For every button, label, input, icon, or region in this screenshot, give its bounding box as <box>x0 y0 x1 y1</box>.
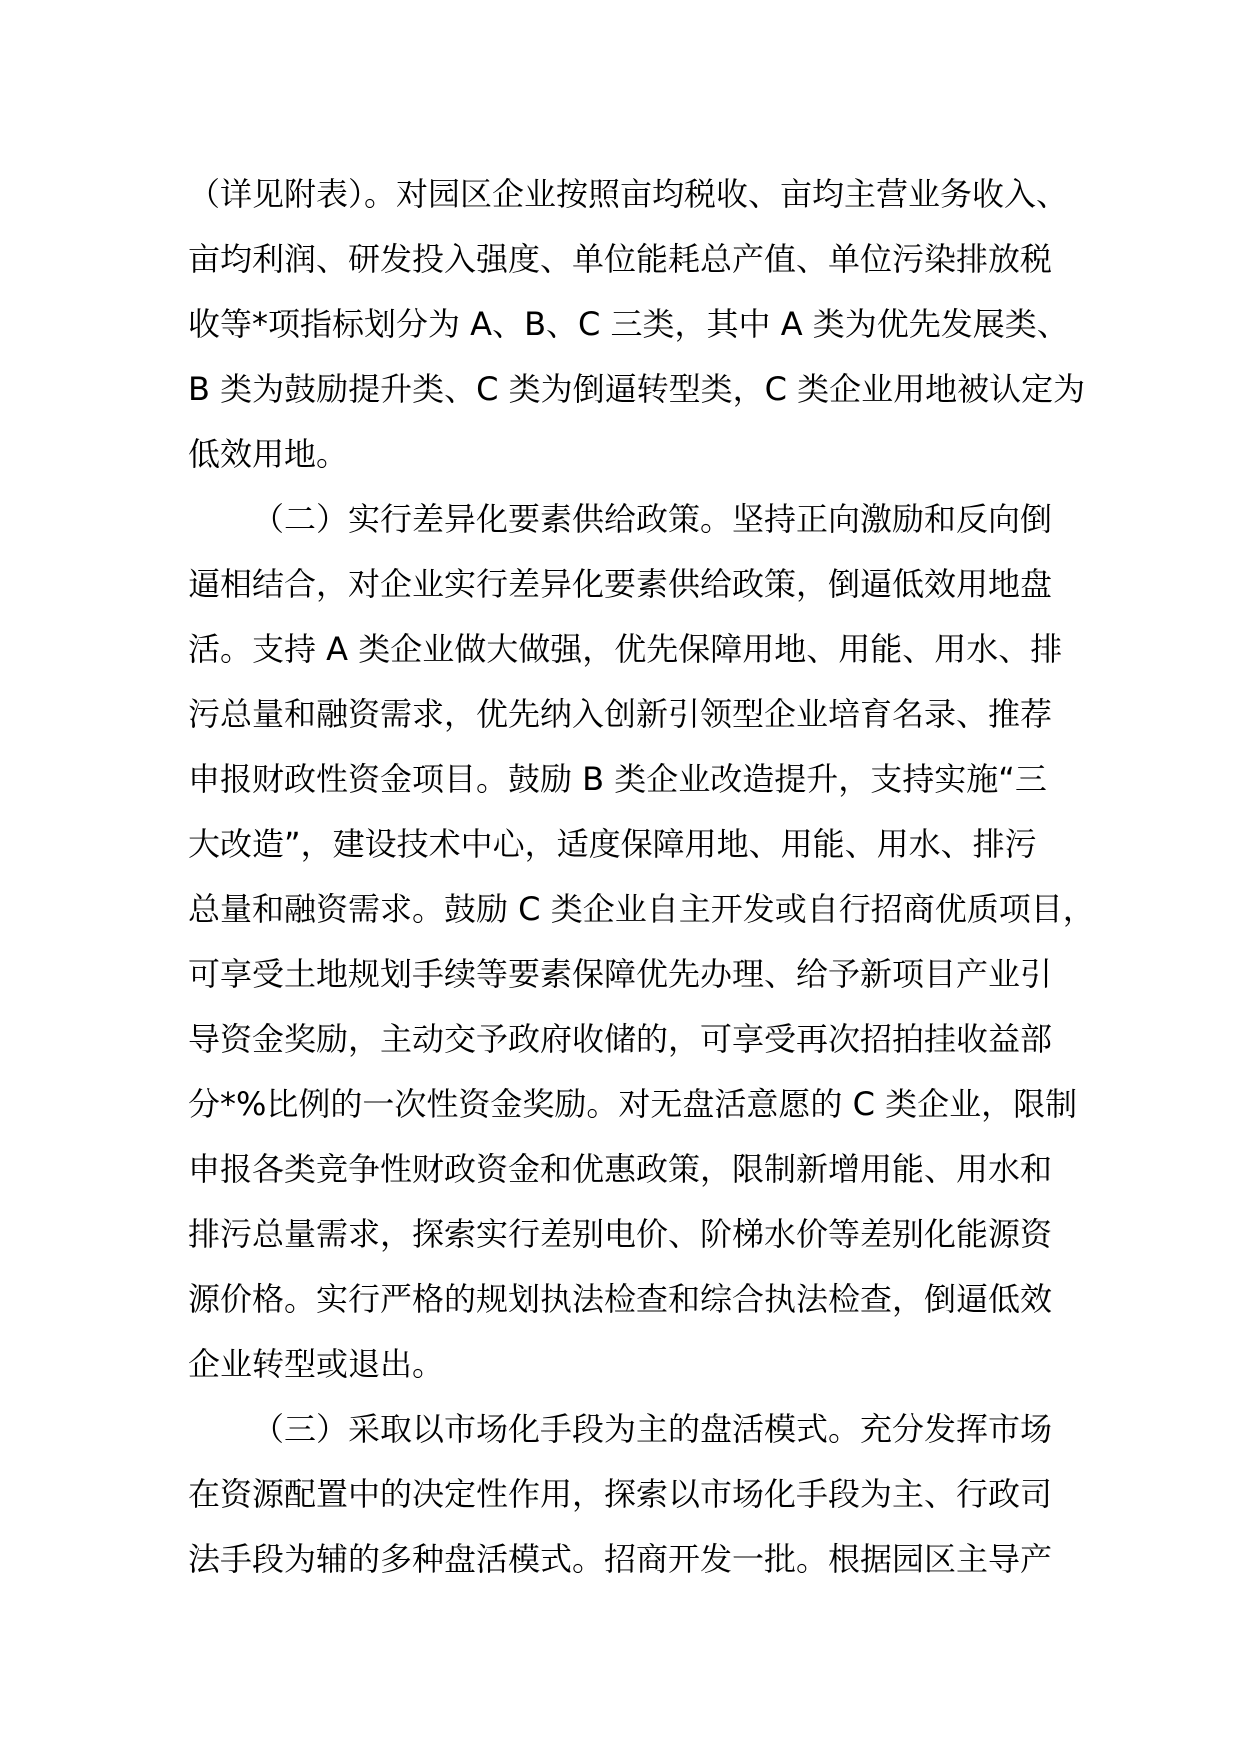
text-line: 污总量和融资需求，优先纳入创新引领型企业培育名录、推荐 <box>188 695 1053 733</box>
text-line: 逼相结合，对企业实行差异化要素供给政策，倒逼低效用地盘 <box>188 565 1053 603</box>
text-line: 总量和融资需求。鼓励 C 类企业自主开发或自行招商优质项目， <box>188 890 1095 928</box>
text-line: 导资金奖励，主动交予政府收储的，可享受再次招拍挂收益部 <box>188 1020 1053 1058</box>
text-line: 活。支持 A 类企业做大做强，优先保障用地、用能、用水、排 <box>188 630 1063 668</box>
text-line: B 类为鼓励提升类、C 类为倒逼转型类，C 类企业用地被认定为 <box>188 370 1086 408</box>
text-line: 在资源配置中的决定性作用，探索以市场化手段为主、行政司 <box>188 1475 1053 1513</box>
text-line: 低效用地。 <box>188 435 349 473</box>
text-line: 源价格。实行严格的规划执法检查和综合执法检查，倒逼低效 <box>188 1280 1053 1318</box>
text-line: 排污总量需求，探索实行差别电价、阶梯水价等差别化能源资 <box>188 1215 1053 1253</box>
section-heading-line: （二）实行差异化要素供给政策。坚持正向激励和反向倒 <box>252 500 1053 538</box>
text-line: 企业转型或退出。 <box>188 1345 445 1383</box>
text-line: 法手段为辅的多种盘活模式。招商开发一批。根据园区主导产 <box>188 1540 1053 1578</box>
section-heading-line: （三）采取以市场化手段为主的盘活模式。充分发挥市场 <box>252 1410 1053 1448</box>
text-line: （详见附表）。对园区企业按照亩均税收、亩均主营业务收入、 <box>188 175 1069 213</box>
text-line: 申报财政性资金项目。鼓励 B 类企业改造提升，支持实施“三 <box>188 760 1047 798</box>
text-line: 亩均利润、研发投入强度、单位能耗总产值、单位污染排放税 <box>188 240 1053 278</box>
text-line: 分*%比例的一次性资金奖励。对无盘活意愿的 C 类企业，限制 <box>188 1085 1078 1123</box>
text-line: 大改造”，建设技术中心，适度保障用地、用能、用水、排污 <box>188 825 1037 863</box>
document-body <box>188 162 1095 1592</box>
text-line: 申报各类竞争性财政资金和优惠政策，限制新增用能、用水和 <box>188 1150 1053 1188</box>
text-line: 可享受土地规划手续等要素保障优先办理、给予新项目产业引 <box>188 955 1053 993</box>
text-line: 收等*项指标划分为 A、B、C 三类，其中 A 类为优先发展类、 <box>188 305 1069 343</box>
